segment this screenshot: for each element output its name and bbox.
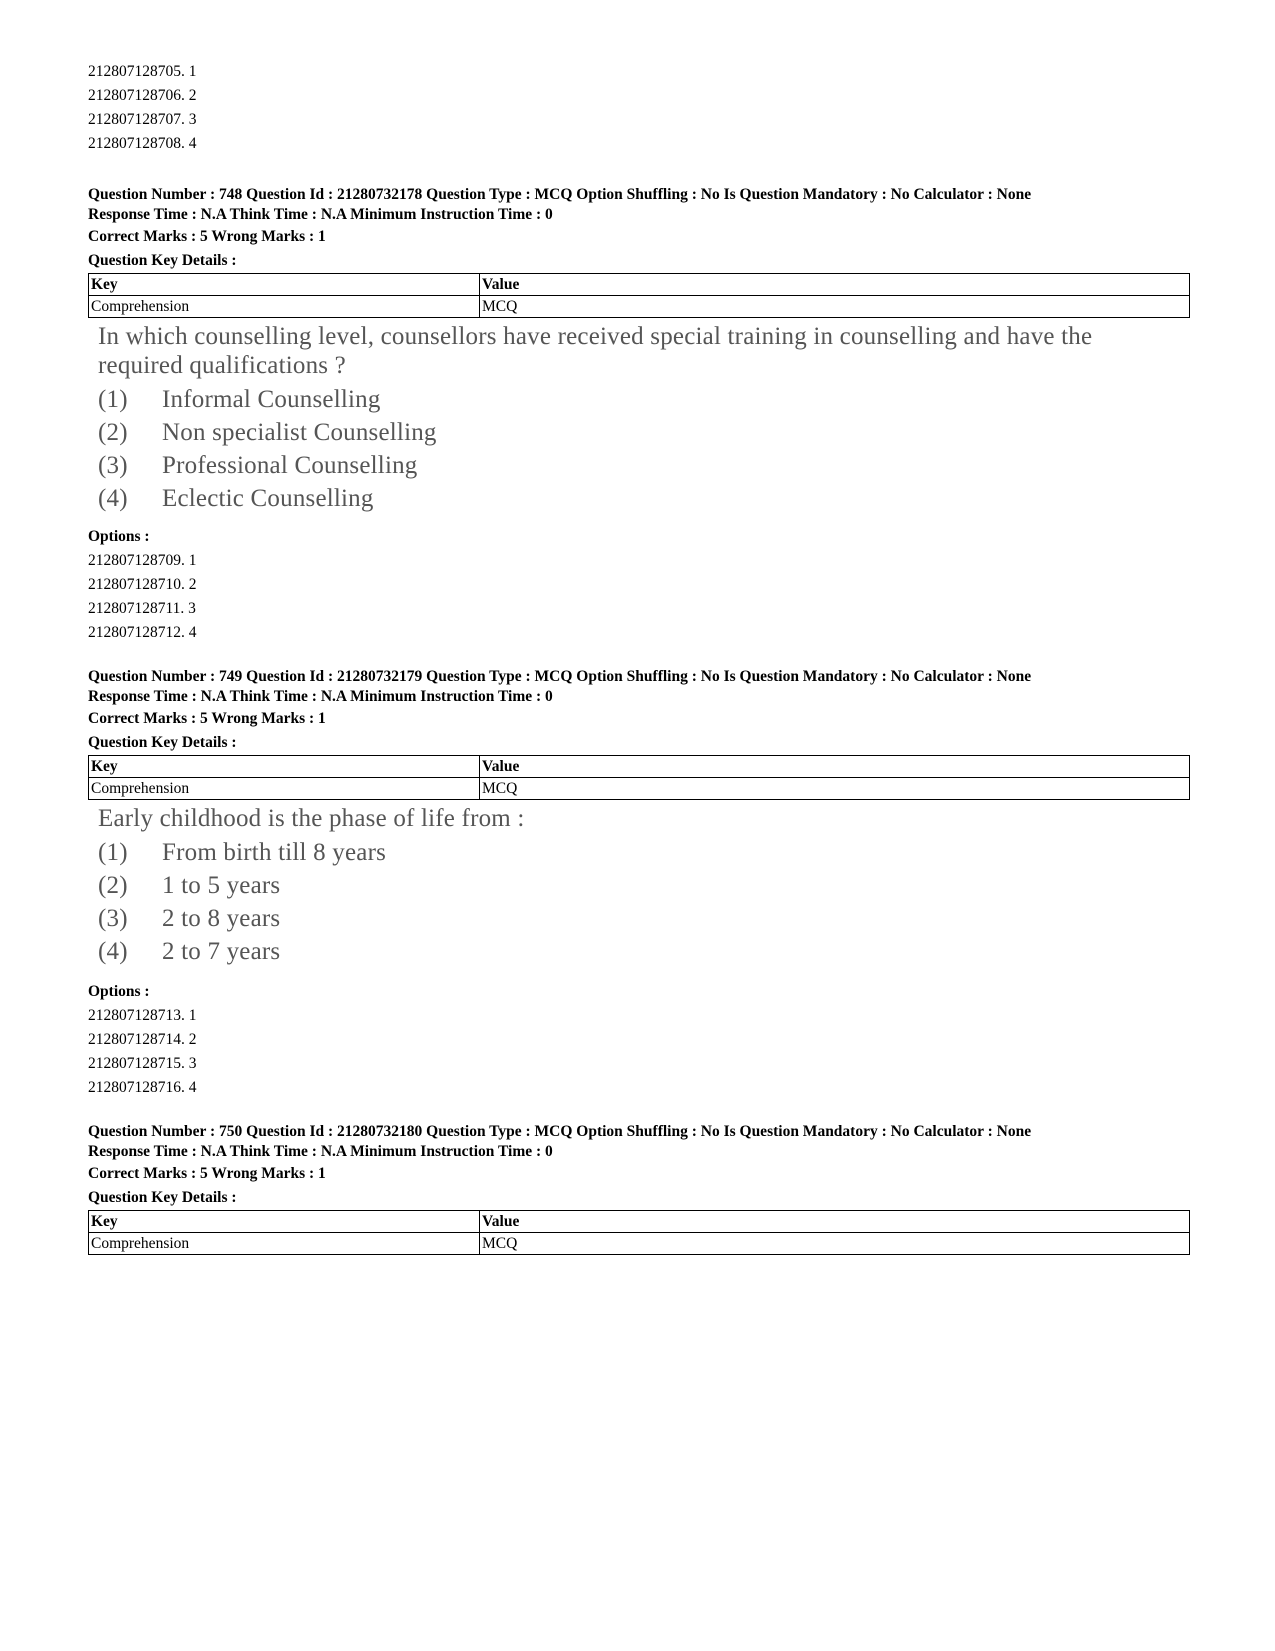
choice-number: (2)	[98, 419, 128, 446]
choice-text: 1 to 5 years	[162, 872, 281, 899]
option-line: 212807128709. 1	[88, 552, 197, 569]
option-line: 212807128713. 1	[88, 1007, 197, 1024]
option-line: 212807128708. 4	[88, 135, 197, 152]
choice-number: (3)	[98, 905, 128, 932]
table-header-row	[89, 274, 1190, 296]
choice-item	[98, 383, 1190, 416]
key-details-table	[88, 1210, 1190, 1255]
choice-number: (3)	[98, 452, 128, 479]
question-image	[88, 804, 1190, 968]
table-row	[89, 296, 1190, 318]
question-block-749	[88, 667, 1190, 1100]
question-timing: Response Time : N.A Think Time : N.A Minimum Instruction Time : 0	[88, 688, 553, 705]
choice-item	[98, 836, 1190, 869]
options-label: Options :	[88, 528, 150, 545]
choice-text: Eclectic Counselling	[162, 485, 374, 512]
option-line: 212807128711. 3	[88, 600, 196, 617]
table-header-row	[89, 756, 1190, 778]
table-cell-value: MCQ	[480, 1233, 1190, 1255]
choice-number: (1)	[98, 839, 128, 866]
question-meta: Question Number : 750 Question Id : 21280732180 Question Type : MCQ Option Shuffling : No Is Question Mandatory : No Calculator : None	[88, 1123, 1032, 1140]
choice-item	[98, 869, 1190, 902]
choice-text: From birth till 8 years	[162, 839, 387, 866]
key-details-label: Question Key Details :	[88, 734, 237, 751]
question-marks: Correct Marks : 5 Wrong Marks : 1	[88, 228, 326, 245]
option-line: 212807128716. 4	[88, 1079, 197, 1096]
option-line: 212807128707. 3	[88, 111, 197, 128]
choice-text: Informal Counselling	[162, 386, 381, 413]
choice-item	[98, 449, 1190, 482]
options-label: Options :	[88, 983, 150, 1000]
option-line: 212807128705. 1	[88, 63, 197, 80]
choice-item	[98, 902, 1190, 935]
question-text-line: Early childhood is the phase of life from :	[98, 805, 525, 832]
table-cell-value: MCQ	[480, 296, 1190, 318]
choice-text: Professional Counselling	[162, 452, 418, 479]
table-cell-key: Comprehension	[89, 296, 480, 318]
question-timing: Response Time : N.A Think Time : N.A Minimum Instruction Time : 0	[88, 206, 553, 223]
choice-item	[98, 935, 1190, 968]
table-header-key: Key	[89, 756, 480, 778]
top-options-list	[88, 60, 197, 156]
question-text-line: required qualifications ?	[98, 352, 346, 379]
choice-number: (4)	[98, 938, 128, 965]
question-meta: Question Number : 749 Question Id : 21280732179 Question Type : MCQ Option Shuffling : No Is Question Mandatory : No Calculator : None	[88, 668, 1032, 685]
table-header-value: Value	[480, 1211, 1190, 1233]
key-details-label: Question Key Details :	[88, 252, 237, 269]
table-cell-key: Comprehension	[89, 1233, 480, 1255]
choice-text: 2 to 7 years	[162, 938, 281, 965]
choice-number: (4)	[98, 485, 128, 512]
question-marks: Correct Marks : 5 Wrong Marks : 1	[88, 710, 326, 727]
question-marks: Correct Marks : 5 Wrong Marks : 1	[88, 1165, 326, 1182]
option-line: 212807128715. 3	[88, 1055, 197, 1072]
choice-item	[98, 416, 1190, 449]
key-details-label: Question Key Details :	[88, 1189, 237, 1206]
option-line: 212807128710. 2	[88, 576, 197, 593]
question-image	[88, 322, 1190, 515]
choice-item	[98, 482, 1190, 515]
key-details-table	[88, 755, 1190, 800]
choice-number: (2)	[98, 872, 128, 899]
table-row	[89, 778, 1190, 800]
question-meta: Question Number : 748 Question Id : 21280732178 Question Type : MCQ Option Shuffling : No Is Question Mandatory : No Calculator : None	[88, 186, 1032, 203]
choice-number: (1)	[98, 386, 128, 413]
table-header-key: Key	[89, 274, 480, 296]
table-header-value: Value	[480, 756, 1190, 778]
option-line: 212807128706. 2	[88, 87, 197, 104]
question-block-750	[88, 1122, 1190, 1255]
table-header-row	[89, 1211, 1190, 1233]
option-line: 212807128714. 2	[88, 1031, 197, 1048]
question-timing: Response Time : N.A Think Time : N.A Minimum Instruction Time : 0	[88, 1143, 553, 1160]
question-block-748	[88, 185, 1190, 645]
table-header-value: Value	[480, 274, 1190, 296]
choice-text: 2 to 8 years	[162, 905, 281, 932]
key-details-table	[88, 273, 1190, 318]
table-header-key: Key	[89, 1211, 480, 1233]
table-cell-value: MCQ	[480, 778, 1190, 800]
table-cell-key: Comprehension	[89, 778, 480, 800]
option-line: 212807128712. 4	[88, 624, 197, 641]
choice-text: Non specialist Counselling	[162, 419, 437, 446]
table-row	[89, 1233, 1190, 1255]
question-text-line: In which counselling level, counsellors have received special training in counselling and have the	[98, 323, 1093, 350]
